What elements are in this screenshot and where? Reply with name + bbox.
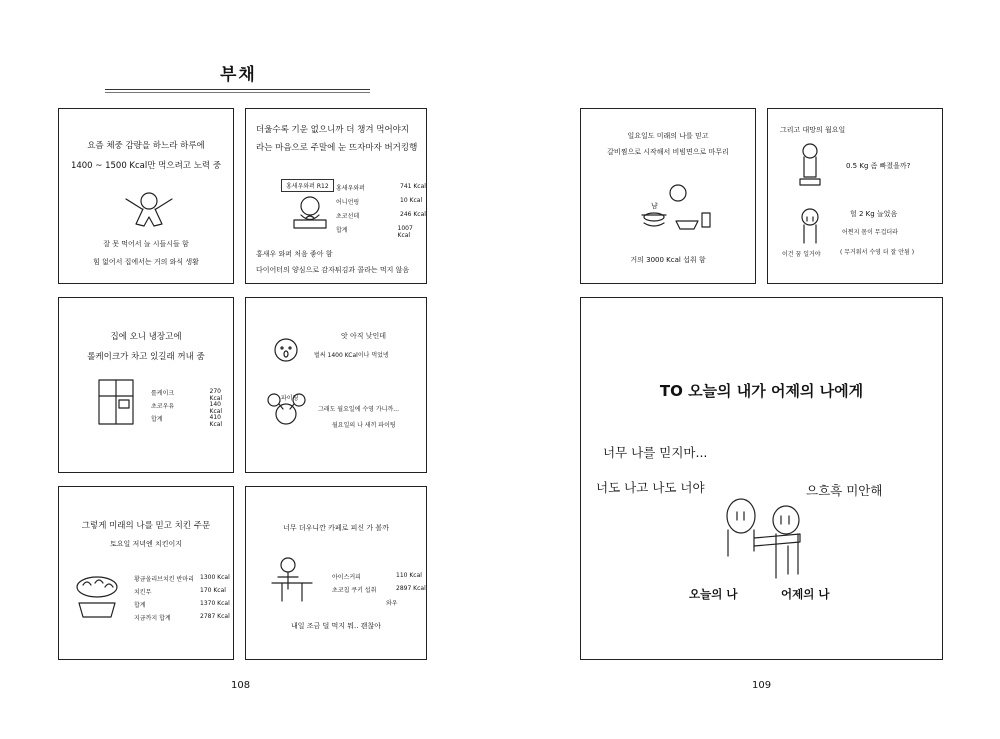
page-number-left: 108: [231, 680, 251, 691]
panel-text: 더울수록 기운 없으니까 더 챙겨 먹어야지: [256, 125, 410, 135]
kcal-row: 롤케이크 270 Kcal: [151, 388, 223, 402]
shocked-character-illustration: [266, 336, 306, 366]
panel-text: 그렇게 미래의 나를 믿고 치킨 주문: [81, 521, 211, 531]
kcal-row: 치킨무 170 Kcal: [134, 587, 226, 596]
kcal-row: 홍새우와퍼 741 Kcal: [336, 183, 426, 192]
kcal-row: 합계 1370 Kcal: [134, 600, 230, 609]
lying-character-illustration: [114, 189, 184, 234]
comic-panel-5: [58, 486, 234, 660]
panel-text: 헐 2 Kg 늘었음: [850, 210, 898, 218]
panel-text: 거의 3000 Kcal 섭취 함: [630, 256, 706, 264]
eating-character-illustration: [288, 194, 338, 234]
panel-text: 너무 더우니깐 카페로 피신 가 볼까: [283, 524, 389, 532]
title-underline: [105, 89, 370, 90]
feast-illustration: [636, 179, 716, 239]
kcal-row-total: 초코칩 쿠키 섭취 2897 Kcal: [332, 585, 426, 594]
panel-caption: 이건 꿈 일거야: [782, 251, 821, 258]
two-characters-illustration: [716, 496, 826, 591]
page-title: 부채: [220, 65, 257, 85]
comic-panel-1: [58, 108, 234, 284]
panel-text: 그래도 월요일에 수영 가니까...: [318, 406, 399, 413]
panel-text: 월요일의 나 새끼 파이팅: [332, 422, 396, 429]
panel-text: 일요일도 미래의 나를 믿고: [627, 132, 709, 140]
panel-text: 그리고 대망의 월요일: [780, 126, 846, 134]
sound-effect: 냠: [651, 202, 658, 210]
panel-text: 벌써 1400 KCal이나 먹었넹: [314, 352, 389, 359]
panel-text: 집에 오니 냉장고에: [110, 332, 182, 342]
panel-text: 라는 마음으로 주말에 눈 뜨자마자 버거킹행: [256, 143, 418, 153]
crying-character-illustration: [796, 207, 826, 247]
panel-text: ( 무거워서 수영 더 잘 안됨 ): [840, 249, 915, 256]
title-underline-2: [105, 92, 370, 93]
panel-text: 요즘 체중 감량을 하느라 하루에: [87, 141, 205, 151]
cheer-text: 파이팅: [281, 395, 299, 402]
panel-text: 잘 못 먹어서 늘 시들시들 함: [103, 240, 189, 248]
panel-text: 너무 나를 믿지마...: [603, 445, 708, 460]
comic-panel-8: [767, 108, 943, 284]
kcal-row-total: 지금까지 합계 2787 Kcal: [134, 613, 230, 622]
kcal-row: 아이스커피 110 Kcal: [332, 572, 422, 581]
letter-title: TO 오늘의 내가 어제의 나에게: [659, 382, 864, 400]
panel-text: 홍새우 와퍼 처음 좋아 함: [256, 250, 333, 258]
kcal-row: 초코선데 246 Kcal: [336, 211, 426, 220]
kcal-row: 초코우유 140 Kcal: [151, 401, 223, 415]
panel-text: 와우: [386, 600, 398, 607]
panel-text: 0.5 Kg 좀 빠졌을까?: [846, 162, 911, 170]
panel-text: 다이어터의 양심으로 감자튀김과 콜라는 먹지 않음: [256, 266, 410, 274]
kcal-row-total: 합계 410 Kcal: [151, 414, 223, 428]
kcal-row: 황금올리브치킨 반마리 1300 Kcal: [134, 574, 230, 583]
store-sign: 홍새우와퍼 R12: [281, 179, 334, 192]
comic-panel-9: [580, 297, 943, 660]
panel-text: 토요일 저녁엔 치킨이지: [109, 540, 183, 548]
fridge-illustration: [97, 378, 142, 428]
panel-text: 갈비찜으로 시작해서 비빔면으로 마무리: [607, 148, 729, 156]
panel-text: 너도 나고 나도 너야: [596, 480, 705, 495]
kcal-row: 어니언링 10 Kcal: [336, 197, 423, 206]
panel-text: 롤케이크가 차고 있길래 꺼내 줌: [87, 352, 205, 362]
panel-text: 힘 없어서 집에서는 거의 와식 생활: [93, 258, 199, 266]
label-yesterday: 어제의 나: [781, 587, 830, 601]
panel-text: 앗 아직 낮인데: [341, 332, 387, 340]
kcal-row-total: 합계 1007 Kcal: [336, 225, 413, 239]
comic-panel-6: [245, 486, 427, 660]
panel-text: 으흐흑 미안해: [806, 483, 883, 498]
page-number-right: 109: [752, 680, 772, 691]
panel-text: 내일 조금 덜 먹지 뭐.. 괜찮아: [291, 622, 381, 630]
comic-panel-2: [245, 108, 427, 284]
label-today: 오늘의 나: [689, 587, 738, 601]
panel-text: 1400 ~ 1500 Kcal만 먹으려고 노력 중: [70, 161, 222, 171]
cafe-character-illustration: [268, 555, 318, 605]
comic-panel-7: [580, 108, 756, 284]
scale-character-illustration: [796, 141, 826, 189]
comic-panel-3: [58, 297, 234, 473]
panel-text: 어쩐지 몸이 무겁더라: [842, 229, 898, 236]
chicken-box-illustration: [73, 569, 123, 624]
comic-panel-4: [245, 297, 427, 473]
